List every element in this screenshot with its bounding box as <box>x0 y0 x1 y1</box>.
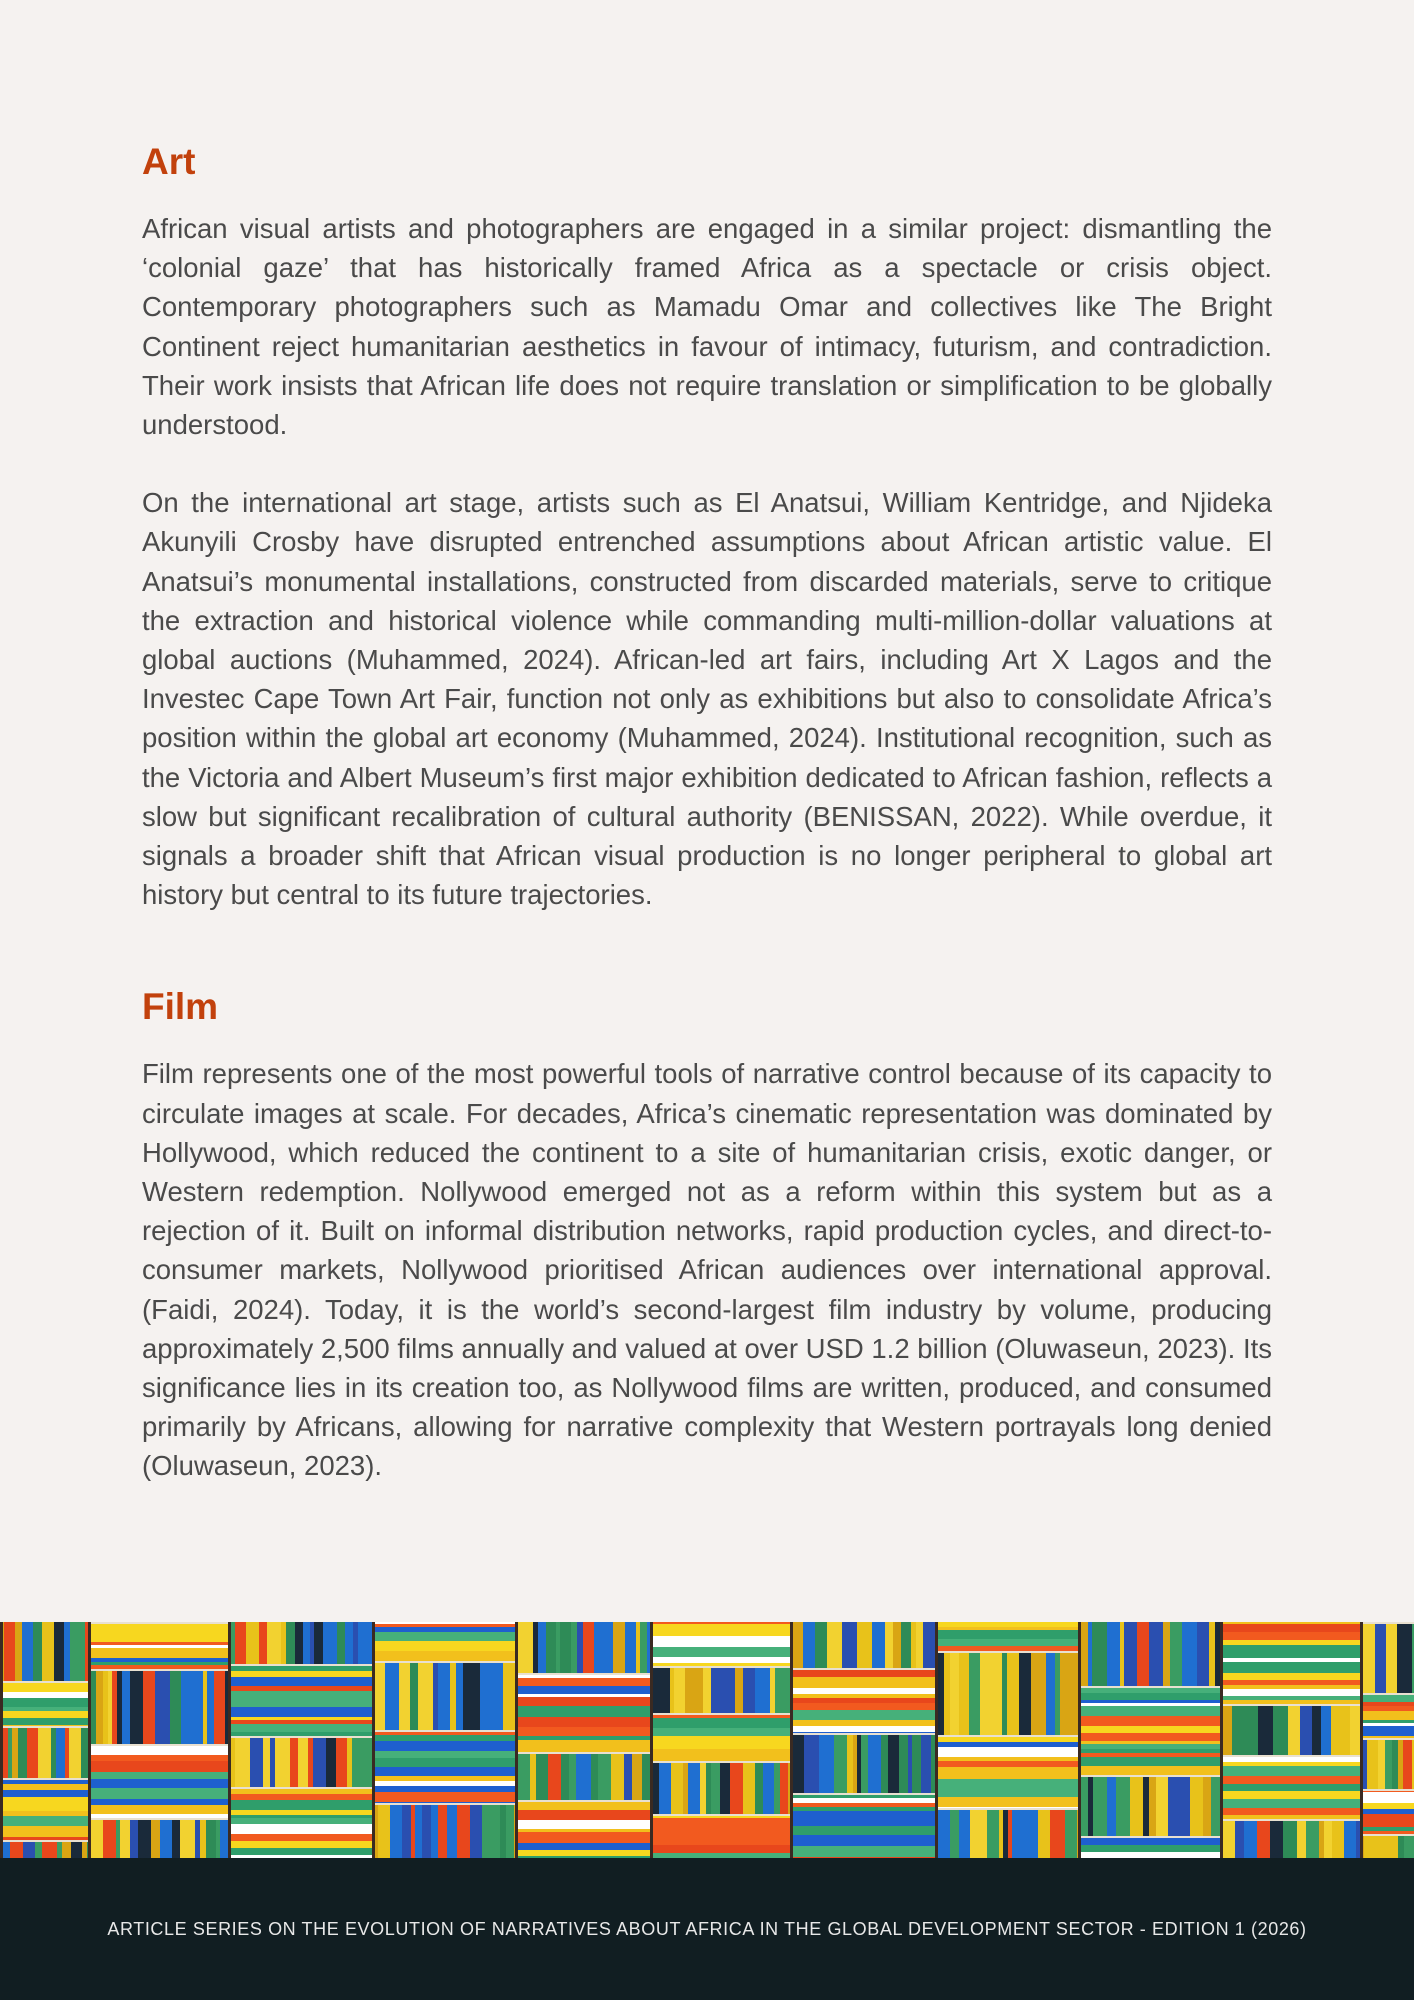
kente-cloth-pattern-icon <box>0 1622 1414 1858</box>
film-paragraph-1: Film represents one of the most powerful tools of narrative control because of its capacity to circulate images at scale. For decades, Africa’s cinematic representation was dominated by Hollywood, which reduced the continent to a site of humanitarian crisis, exotic danger, or Western redemption. Nollywood emerged not as a reform within this system but as a rejection of it. Built on informal distribution networks, rapid production cycles, and direct-to-consumer markets, Nollywood prioritised African audiences over international approval. (Faidi, 2024). Today, it is the world’s second-largest film industry by volume, producing approximately 2,500 films annually and valued at over USD 1.2 billion (Oluwaseun, 2023). Its significance lies in its creation too, as Nollywood films are written, produced, and consumed primarily by Africans, allowing for narrative complexity that Western portrayals long denied (Oluwaseun, 2023). <box>142 1058 1272 1482</box>
page-footer <box>0 1858 1414 2000</box>
article-body <box>142 140 1272 1486</box>
art-paragraph-2: On the international art stage, artists such as El Anatsui, William Kentridge, and Njideka Akunyili Crosby have disrupted entrenched assumptions about African artistic value. El Anatsui’s monumental installations, constructed from discarded materials, serve to critique the extraction and historical violence while commanding multi-million-dollar valuations at global auctions (Muhammed, 2024). African-led art fairs, including Art X Lagos and the Investec Cape Town Art Fair, function not only as exhibitions but also to consolidate Africa’s position within the global art economy (Muhammed, 2024). Institutional recognition, such as the Victoria and Albert Museum’s first major exhibition dedicated to African fashion, reflects a slow but significant recalibration of cultural authority (BENISSAN, 2022). While overdue, it signals a broader shift that African visual production is no longer peripheral to global art history but central to its future trajectories. <box>142 487 1272 911</box>
footer-series-text: ARTICLE SERIES ON THE EVOLUTION OF NARRATIVES ABOUT AFRICA IN THE GLOBAL DEVELOPMENT SECTOR - EDITION 1 (2026) <box>107 1918 1307 1939</box>
kente-cloth-banner <box>0 1622 1414 1858</box>
film-section-heading: Film <box>142 986 219 1028</box>
art-section-heading: Art <box>142 141 196 182</box>
art-paragraph-1: African visual artists and photographers are engaged in a similar project: dismantling the ‘colonial gaze’ that has historically framed Africa as a spectacle or crisis object. Contemporary photographers such as Mamadu Omar and collectives like The Bright Continent reject humanitarian aesthetics in favour of intimacy, futurism, and contradiction. Their work insists that African life does not require translation or simplification to be globally understood. <box>142 213 1272 441</box>
